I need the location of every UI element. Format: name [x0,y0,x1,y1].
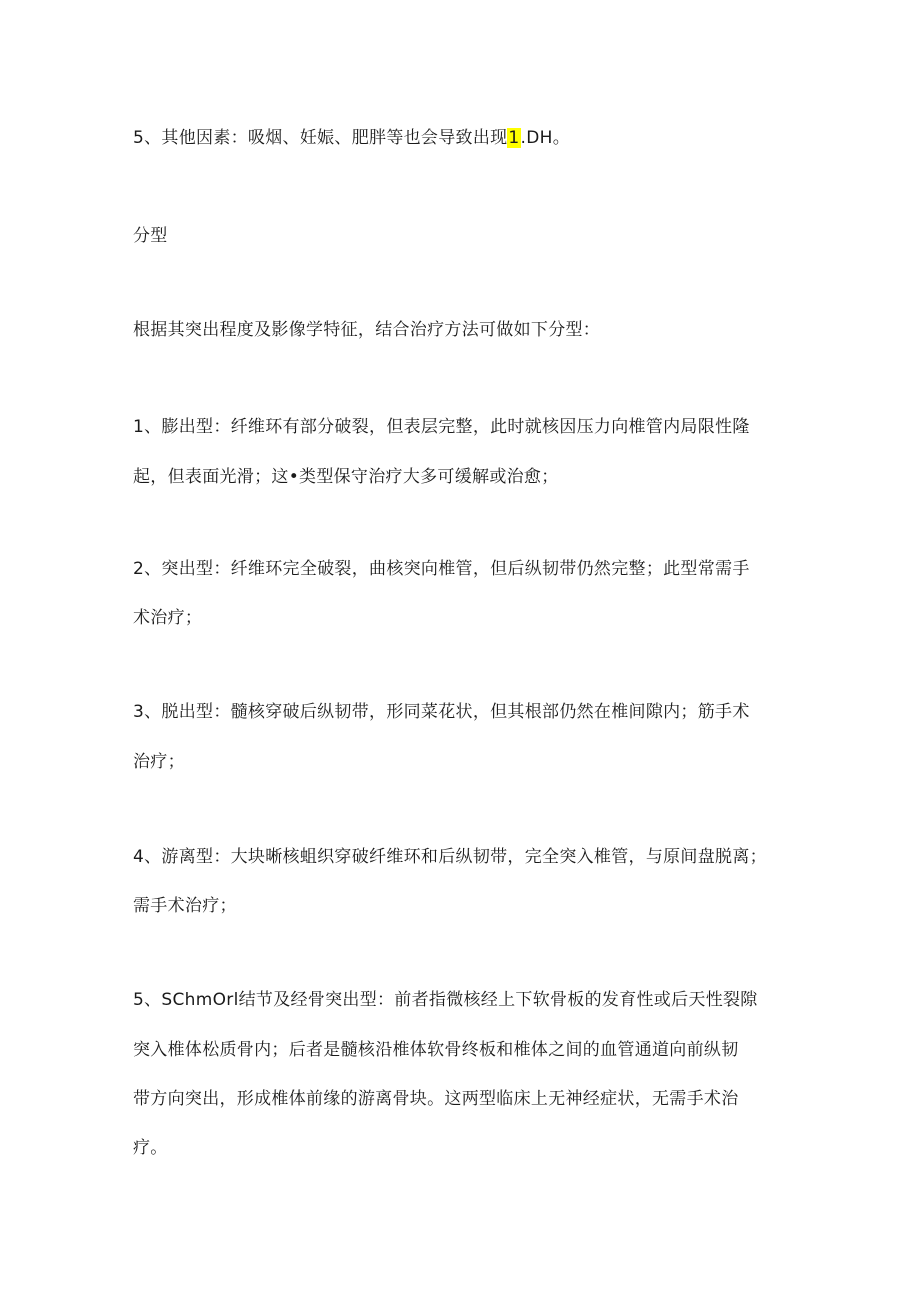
section-heading: 分型 [133,226,168,246]
highlighted-text: 1 [508,128,520,148]
type-4-line-2: 需手术治疗； [133,896,237,916]
type-3-line-1: 3、脱出型：髓核穿破后纵韧带，形同菜花状，但其根部仍然在椎间隙内；筋手术 [133,702,750,722]
type-1-line-2: 起，但表面光滑；这•类型保守治疗大多可缓解或治愈； [133,467,559,487]
type-3-line-2: 治疗； [133,752,185,772]
paragraph-other-factors-tail: .DH。 [520,128,571,148]
type-2-line-2: 术治疗； [133,608,203,628]
type-5-line-3: 带方向突出，形成椎体前缘的游离骨块。这两型临床上无神经症状，无需手术治 [133,1089,739,1109]
paragraph-other-factors [133,126,570,150]
type-5-line-2: 突入椎体松质骨内；后者是髓核沿椎体软骨终板和椎体之间的血管通道向前纵韧 [133,1040,739,1060]
intro-paragraph: 根据其突出程度及影像学特征，结合治疗方法可做如下分型： [133,320,601,340]
paragraph-other-factors-text: 5、其他因素：吸烟、妊娠、肥胖等也会导致出现 [133,128,508,148]
type-2-line-1: 2、突出型：纤维环完全破裂，曲核突向椎管，但后纵韧带仍然完整；此型常需手 [133,559,750,579]
type-5-line-1: 5、SChmOrl结节及经骨突出型：前者指微核经上下软骨板的发育性或后天性裂隙 [133,990,758,1010]
type-5-line-4: 疗。 [133,1138,168,1158]
type-4-line-1: 4、游离型：大块晰核蛆织穿破纤维环和后纵韧带，完全突入椎管，与原间盘脱离； [133,847,767,867]
type-1-line-1: 1、膨出型：纤维环有部分破裂，但表层完整，此时就核因压力向椎管内局限性隆 [133,417,750,437]
